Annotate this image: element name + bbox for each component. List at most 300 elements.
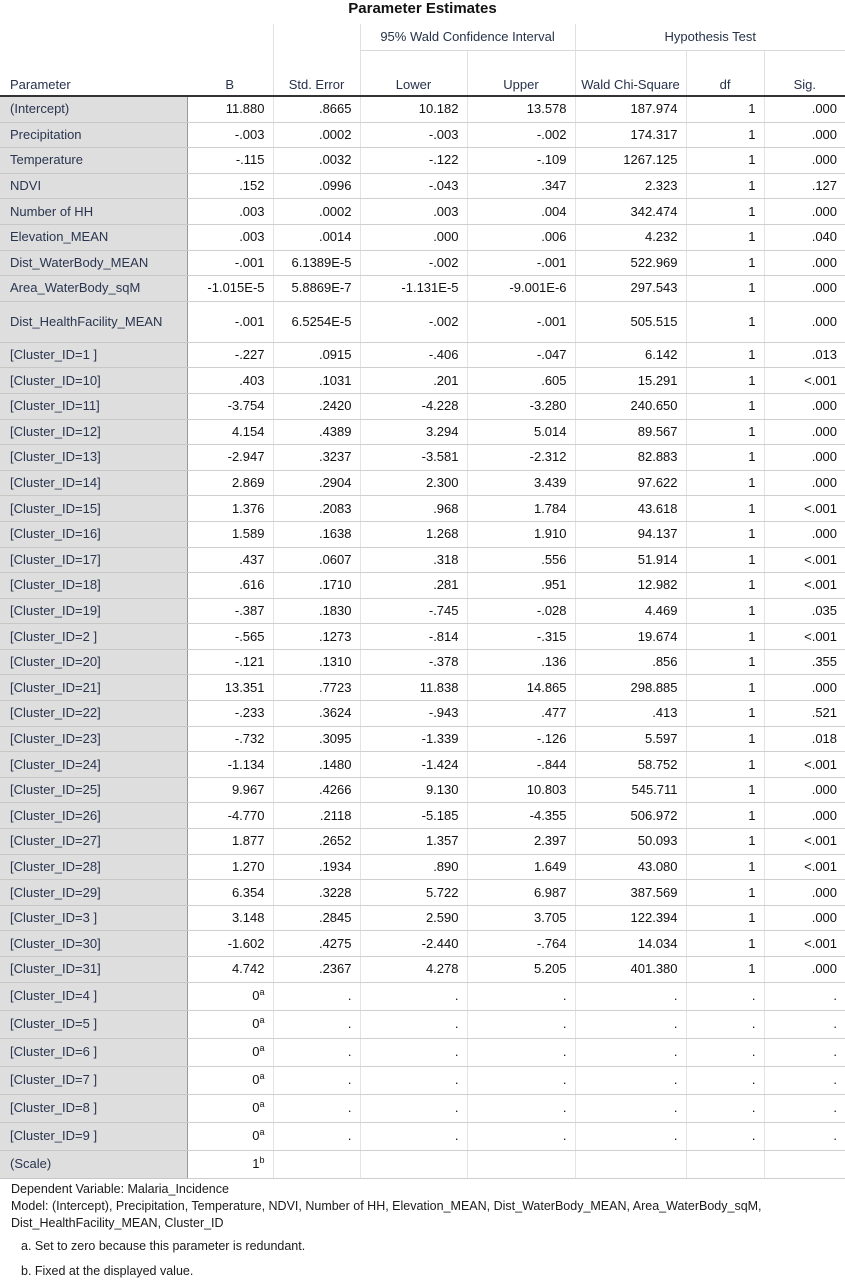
row-parameter-value: [Cluster_ID=30] xyxy=(10,935,101,951)
cell-lower xyxy=(360,470,467,496)
cell-upper xyxy=(467,675,575,701)
cell-std-error-value: .2420 xyxy=(318,398,352,414)
cell-df-value: 1 xyxy=(748,254,756,270)
row-parameter xyxy=(0,199,187,225)
cell-std-error-value: .8665 xyxy=(318,101,352,117)
cell-b-value: 1.270 xyxy=(231,858,265,874)
cell-std-error xyxy=(273,122,360,148)
table-row xyxy=(0,393,845,419)
cell-wald-chi-square xyxy=(575,496,686,522)
cell-std-error xyxy=(273,726,360,752)
header-sig: Sig. xyxy=(764,51,845,97)
cell-df-value: . xyxy=(751,1128,756,1144)
cell-wald-chi-square xyxy=(575,624,686,650)
cell-wald-chi-square xyxy=(575,1150,686,1178)
cell-std-error xyxy=(273,393,360,419)
cell-std-error-value: 6.1389E-5 xyxy=(291,254,352,270)
row-parameter xyxy=(0,931,187,957)
row-parameter-value: [Cluster_ID=26] xyxy=(10,807,101,823)
cell-df-value: 1 xyxy=(748,602,756,618)
cell-std-error xyxy=(273,301,360,342)
cell-df xyxy=(686,675,764,701)
cell-upper xyxy=(467,342,575,368)
cell-upper-value: 13.578 xyxy=(526,101,567,117)
cell-b xyxy=(187,957,273,983)
table-header xyxy=(0,24,845,96)
cell-std-error-value: .1031 xyxy=(318,372,352,388)
cell-wald-chi-square xyxy=(575,1094,686,1122)
cell-df xyxy=(686,1094,764,1122)
row-parameter xyxy=(0,880,187,906)
row-parameter xyxy=(0,1010,187,1038)
row-parameter xyxy=(0,496,187,522)
cell-wald-chi-square-value: 401.380 xyxy=(630,961,678,977)
cell-std-error xyxy=(273,419,360,445)
cell-df-value: 1 xyxy=(748,526,756,542)
cell-sig-value: .000 xyxy=(811,961,838,977)
table-row xyxy=(0,496,845,522)
cell-df-value: 1 xyxy=(748,705,756,721)
row-parameter-value: [Cluster_ID=1 ] xyxy=(10,347,98,363)
cell-df xyxy=(686,931,764,957)
cell-df xyxy=(686,547,764,573)
cell-df-value: 1 xyxy=(748,807,756,823)
row-parameter xyxy=(0,1122,187,1150)
cell-lower-value: 2.590 xyxy=(425,910,459,926)
cell-b xyxy=(187,342,273,368)
row-parameter xyxy=(0,96,187,122)
cell-b-value: 4.742 xyxy=(231,961,265,977)
cell-std-error xyxy=(273,854,360,880)
cell-df-value: 1 xyxy=(748,229,756,245)
cell-lower xyxy=(360,854,467,880)
cell-upper xyxy=(467,419,575,445)
cell-sig-value: . xyxy=(833,1016,838,1032)
cell-upper-value: -.844 xyxy=(536,756,567,772)
cell-wald-chi-square-value: 43.618 xyxy=(637,500,678,516)
cell-lower xyxy=(360,1150,467,1178)
cell-b-value: .003 xyxy=(239,203,265,219)
cell-upper-value: -.047 xyxy=(536,347,567,363)
cell-upper-value: -9.001E-6 xyxy=(509,280,567,296)
cell-upper xyxy=(467,1010,575,1038)
cell-upper xyxy=(467,829,575,855)
cell-b xyxy=(187,1150,273,1178)
cell-std-error xyxy=(273,982,360,1010)
cell-b xyxy=(187,726,273,752)
cell-std-error xyxy=(273,624,360,650)
cell-lower-value: .003 xyxy=(433,203,459,219)
cell-wald-chi-square-value: 4.469 xyxy=(644,602,678,618)
cell-sig-value: .000 xyxy=(811,475,838,491)
header-hypothesis-group: Hypothesis Test xyxy=(575,24,845,51)
cell-b-value: 0 xyxy=(252,1016,260,1032)
cell-lower xyxy=(360,1122,467,1150)
cell-upper xyxy=(467,1122,575,1150)
cell-std-error xyxy=(273,148,360,174)
cell-b xyxy=(187,624,273,650)
cell-b xyxy=(187,573,273,599)
row-parameter xyxy=(0,445,187,471)
cell-df xyxy=(686,368,764,394)
cell-upper-value: -.002 xyxy=(536,126,567,142)
cell-std-error-value: .1273 xyxy=(318,628,352,644)
cell-std-error-value: 5.8869E-7 xyxy=(291,280,352,296)
header-ci-group: 95% Wald Confidence Interval xyxy=(360,24,575,51)
cell-upper xyxy=(467,803,575,829)
row-parameter xyxy=(0,470,187,496)
cell-std-error-value: .0915 xyxy=(318,347,352,363)
cell-wald-chi-square xyxy=(575,957,686,983)
row-parameter-value: [Cluster_ID=9 ] xyxy=(10,1128,98,1144)
cell-lower-value: .201 xyxy=(433,372,459,388)
cell-b-value: -.003 xyxy=(234,126,265,142)
cell-sig xyxy=(764,1038,845,1066)
cell-b-value: -2.947 xyxy=(227,449,265,465)
cell-upper xyxy=(467,301,575,342)
row-parameter-value: [Cluster_ID=31] xyxy=(10,961,101,977)
cell-sig-value: .000 xyxy=(811,398,838,414)
cell-df xyxy=(686,777,764,803)
row-parameter xyxy=(0,276,187,302)
cell-sig-value: .355 xyxy=(811,654,838,670)
cell-upper-value: . xyxy=(562,1072,567,1088)
cell-std-error xyxy=(273,470,360,496)
cell-upper xyxy=(467,726,575,752)
cell-df xyxy=(686,1010,764,1038)
cell-b xyxy=(187,880,273,906)
cell-b-value: -4.770 xyxy=(227,807,265,823)
cell-b xyxy=(187,905,273,931)
table-row xyxy=(0,726,845,752)
cell-df xyxy=(686,122,764,148)
cell-sig xyxy=(764,982,845,1010)
cell-df-value: 1 xyxy=(748,203,756,219)
cell-std-error xyxy=(273,1038,360,1066)
cell-upper xyxy=(467,752,575,778)
cell-upper xyxy=(467,393,575,419)
cell-lower-value: -.002 xyxy=(428,313,459,329)
cell-lower-value: -1.424 xyxy=(421,756,459,772)
cell-lower-value: -.003 xyxy=(428,126,459,142)
cell-upper xyxy=(467,1066,575,1094)
row-parameter-value: [Cluster_ID=13] xyxy=(10,449,101,465)
row-parameter xyxy=(0,173,187,199)
header-std-error: Std. Error xyxy=(273,51,360,97)
cell-sig xyxy=(764,1094,845,1122)
cell-df xyxy=(686,701,764,727)
cell-lower-value: .281 xyxy=(433,577,459,593)
cell-lower xyxy=(360,675,467,701)
table-row xyxy=(0,148,845,174)
cell-sig-value: . xyxy=(833,1044,838,1060)
cell-sig-value: <.001 xyxy=(804,756,838,772)
cell-upper-value: 3.439 xyxy=(533,475,567,491)
cell-b-value: -.001 xyxy=(234,254,265,270)
cell-b xyxy=(187,122,273,148)
footnote-marker: b xyxy=(259,1155,265,1166)
cell-df xyxy=(686,982,764,1010)
cell-sig xyxy=(764,1150,845,1178)
cell-upper xyxy=(467,880,575,906)
cell-std-error-value: .3228 xyxy=(318,884,352,900)
cell-df-value: 1 xyxy=(748,347,756,363)
row-parameter xyxy=(0,521,187,547)
cell-upper-value: 1.649 xyxy=(533,858,567,874)
cell-std-error xyxy=(273,752,360,778)
cell-b xyxy=(187,931,273,957)
cell-df-value: 1 xyxy=(748,449,756,465)
cell-lower xyxy=(360,342,467,368)
row-parameter-value: Precipitation xyxy=(10,126,82,142)
cell-b xyxy=(187,675,273,701)
row-parameter-value: Area_WaterBody_sqM xyxy=(10,280,141,296)
footnote-b: b. Fixed at the displayed value. xyxy=(21,1263,194,1278)
cell-sig xyxy=(764,521,845,547)
row-parameter-value: [Cluster_ID=28] xyxy=(10,858,101,874)
cell-wald-chi-square xyxy=(575,250,686,276)
cell-lower xyxy=(360,982,467,1010)
table-row xyxy=(0,276,845,302)
row-parameter xyxy=(0,122,187,148)
cell-std-error xyxy=(273,445,360,471)
cell-wald-chi-square xyxy=(575,342,686,368)
cell-df-value: 1 xyxy=(748,313,756,329)
footnote-marker: a xyxy=(259,1015,265,1026)
cell-wald-chi-square xyxy=(575,96,686,122)
cell-df xyxy=(686,752,764,778)
cell-lower xyxy=(360,957,467,983)
cell-sig-value: .013 xyxy=(811,347,838,363)
cell-df-value: 1 xyxy=(748,884,756,900)
cell-lower-value: . xyxy=(454,988,459,1004)
footnote-a: a. Set to zero because this parameter is redundant. xyxy=(21,1238,306,1253)
cell-upper-value: . xyxy=(562,988,567,1004)
cell-upper xyxy=(467,624,575,650)
row-parameter xyxy=(0,675,187,701)
cell-b-value: 0 xyxy=(252,988,260,1004)
cell-lower xyxy=(360,803,467,829)
cell-b-value: 4.154 xyxy=(231,423,265,439)
cell-std-error xyxy=(273,250,360,276)
cell-wald-chi-square-value: 545.711 xyxy=(631,782,678,798)
cell-b-value: 11.880 xyxy=(225,101,265,117)
cell-upper-value: 1.784 xyxy=(533,500,567,516)
row-parameter-value: [Cluster_ID=19] xyxy=(10,602,101,618)
cell-sig xyxy=(764,122,845,148)
cell-wald-chi-square xyxy=(575,573,686,599)
cell-wald-chi-square-value: 174.317 xyxy=(630,126,678,142)
cell-wald-chi-square xyxy=(575,173,686,199)
cell-lower xyxy=(360,419,467,445)
cell-sig xyxy=(764,675,845,701)
cell-b xyxy=(187,1094,273,1122)
cell-b-value: .437 xyxy=(239,551,265,567)
cell-sig xyxy=(764,854,845,880)
table-row xyxy=(0,573,845,599)
cell-std-error xyxy=(273,199,360,225)
table-row xyxy=(0,1122,845,1150)
cell-df xyxy=(686,598,764,624)
cell-wald-chi-square-value: 51.914 xyxy=(637,551,678,567)
cell-wald-chi-square-value: 89.567 xyxy=(637,423,678,439)
cell-df-value: 1 xyxy=(748,654,756,670)
cell-df-value: 1 xyxy=(748,935,756,951)
row-parameter xyxy=(0,342,187,368)
cell-df-value: 1 xyxy=(748,833,756,849)
row-parameter-value: [Cluster_ID=14] xyxy=(10,475,101,491)
cell-lower xyxy=(360,880,467,906)
cell-wald-chi-square xyxy=(575,726,686,752)
cell-wald-chi-square xyxy=(575,701,686,727)
cell-upper xyxy=(467,224,575,250)
cell-b-value: 1 xyxy=(252,1156,260,1172)
cell-std-error-value: . xyxy=(347,988,352,1004)
row-parameter xyxy=(0,649,187,675)
cell-sig-value: . xyxy=(833,1128,838,1144)
cell-df-value: . xyxy=(751,1016,756,1032)
cell-std-error xyxy=(273,96,360,122)
cell-std-error-value: .2118 xyxy=(319,807,352,823)
cell-b xyxy=(187,496,273,522)
cell-b xyxy=(187,982,273,1010)
table-row xyxy=(0,701,845,727)
cell-upper xyxy=(467,931,575,957)
cell-b-value: -.233 xyxy=(234,705,265,721)
cell-std-error xyxy=(273,598,360,624)
cell-sig-value: . xyxy=(833,988,838,1004)
cell-sig xyxy=(764,393,845,419)
cell-sig xyxy=(764,496,845,522)
cell-sig-value: .000 xyxy=(811,449,838,465)
cell-wald-chi-square xyxy=(575,931,686,957)
cell-sig-value: .000 xyxy=(811,313,838,329)
cell-sig-value: <.001 xyxy=(804,372,838,388)
header-upper: Upper xyxy=(467,51,575,97)
cell-lower xyxy=(360,122,467,148)
cell-b xyxy=(187,368,273,394)
cell-wald-chi-square-value: 1267.125 xyxy=(623,152,678,168)
cell-upper-value: .556 xyxy=(541,551,567,567)
cell-upper-value: -.001 xyxy=(536,313,567,329)
cell-upper-value: 5.205 xyxy=(533,961,567,977)
cell-upper xyxy=(467,573,575,599)
cell-b xyxy=(187,777,273,803)
cell-sig-value: . xyxy=(833,1100,838,1116)
cell-upper-value: . xyxy=(562,1100,567,1116)
cell-sig xyxy=(764,880,845,906)
footnote-marker: a xyxy=(259,1071,265,1082)
cell-df-value: 1 xyxy=(748,101,756,117)
cell-df-value: . xyxy=(751,1100,756,1116)
header-lower: Lower xyxy=(360,51,467,97)
cell-df xyxy=(686,1150,764,1178)
cell-upper xyxy=(467,547,575,573)
cell-wald-chi-square xyxy=(575,829,686,855)
cell-df-value: . xyxy=(751,988,756,1004)
cell-b xyxy=(187,445,273,471)
cell-b xyxy=(187,224,273,250)
table-row xyxy=(0,419,845,445)
cell-b-value: -.565 xyxy=(234,628,265,644)
cell-std-error-value: .2904 xyxy=(318,475,352,491)
cell-sig-value: .000 xyxy=(811,280,838,296)
cell-std-error xyxy=(273,1150,360,1178)
cell-upper-value: -2.312 xyxy=(529,449,567,465)
table-row xyxy=(0,829,845,855)
row-parameter-value: [Cluster_ID=24] xyxy=(10,756,101,772)
row-parameter-value: [Cluster_ID=25] xyxy=(10,782,101,798)
row-parameter xyxy=(0,224,187,250)
cell-lower xyxy=(360,1038,467,1066)
cell-lower-value: 3.294 xyxy=(425,423,459,439)
cell-lower xyxy=(360,1066,467,1094)
row-parameter-value: Dist_HealthFacility_MEAN xyxy=(10,313,163,329)
cell-lower xyxy=(360,649,467,675)
row-parameter-value: [Cluster_ID=27] xyxy=(10,833,101,849)
cell-std-error xyxy=(273,880,360,906)
table-row xyxy=(0,224,845,250)
cell-b-value: .403 xyxy=(239,372,265,388)
row-parameter xyxy=(0,573,187,599)
cell-b-value: 1.877 xyxy=(231,833,265,849)
row-parameter xyxy=(0,148,187,174)
cell-std-error-value: .0014 xyxy=(318,229,352,245)
cell-wald-chi-square-value: . xyxy=(673,1044,678,1060)
cell-b xyxy=(187,173,273,199)
cell-sig xyxy=(764,276,845,302)
cell-std-error xyxy=(273,368,360,394)
cell-wald-chi-square-value: . xyxy=(673,1128,678,1144)
cell-b xyxy=(187,148,273,174)
cell-wald-chi-square xyxy=(575,1122,686,1150)
cell-lower xyxy=(360,96,467,122)
table-row xyxy=(0,649,845,675)
footnote-marker: a xyxy=(259,1127,265,1138)
cell-lower-value: -.043 xyxy=(428,178,459,194)
cell-b xyxy=(187,470,273,496)
cell-std-error-value: .1710 xyxy=(318,577,352,593)
cell-std-error-value: .4266 xyxy=(318,782,352,798)
cell-b xyxy=(187,250,273,276)
cell-upper-value: -.028 xyxy=(536,602,567,618)
cell-lower-value: -.002 xyxy=(428,254,459,270)
cell-sig xyxy=(764,649,845,675)
row-parameter-value: [Cluster_ID=10] xyxy=(10,372,101,388)
cell-b-value: -.387 xyxy=(234,602,265,618)
cell-sig-value: .040 xyxy=(811,229,838,245)
cell-sig xyxy=(764,573,845,599)
row-parameter xyxy=(0,854,187,880)
cell-df xyxy=(686,96,764,122)
cell-upper xyxy=(467,445,575,471)
cell-upper-value: .004 xyxy=(541,203,567,219)
row-parameter-value: [Cluster_ID=23] xyxy=(10,730,101,746)
cell-upper xyxy=(467,905,575,931)
cell-b-value: 13.351 xyxy=(224,679,265,695)
cell-wald-chi-square xyxy=(575,905,686,931)
cell-upper-value: 2.397 xyxy=(533,833,567,849)
cell-sig xyxy=(764,368,845,394)
cell-df-value: 1 xyxy=(748,500,756,516)
cell-upper-value: -3.280 xyxy=(529,398,567,414)
table-row xyxy=(0,1066,845,1094)
cell-std-error-value: .1934 xyxy=(318,858,352,874)
table-row xyxy=(0,342,845,368)
cell-wald-chi-square-value: . xyxy=(673,988,678,1004)
cell-std-error-value: . xyxy=(347,1128,352,1144)
cell-upper-value: 3.705 xyxy=(533,910,567,926)
